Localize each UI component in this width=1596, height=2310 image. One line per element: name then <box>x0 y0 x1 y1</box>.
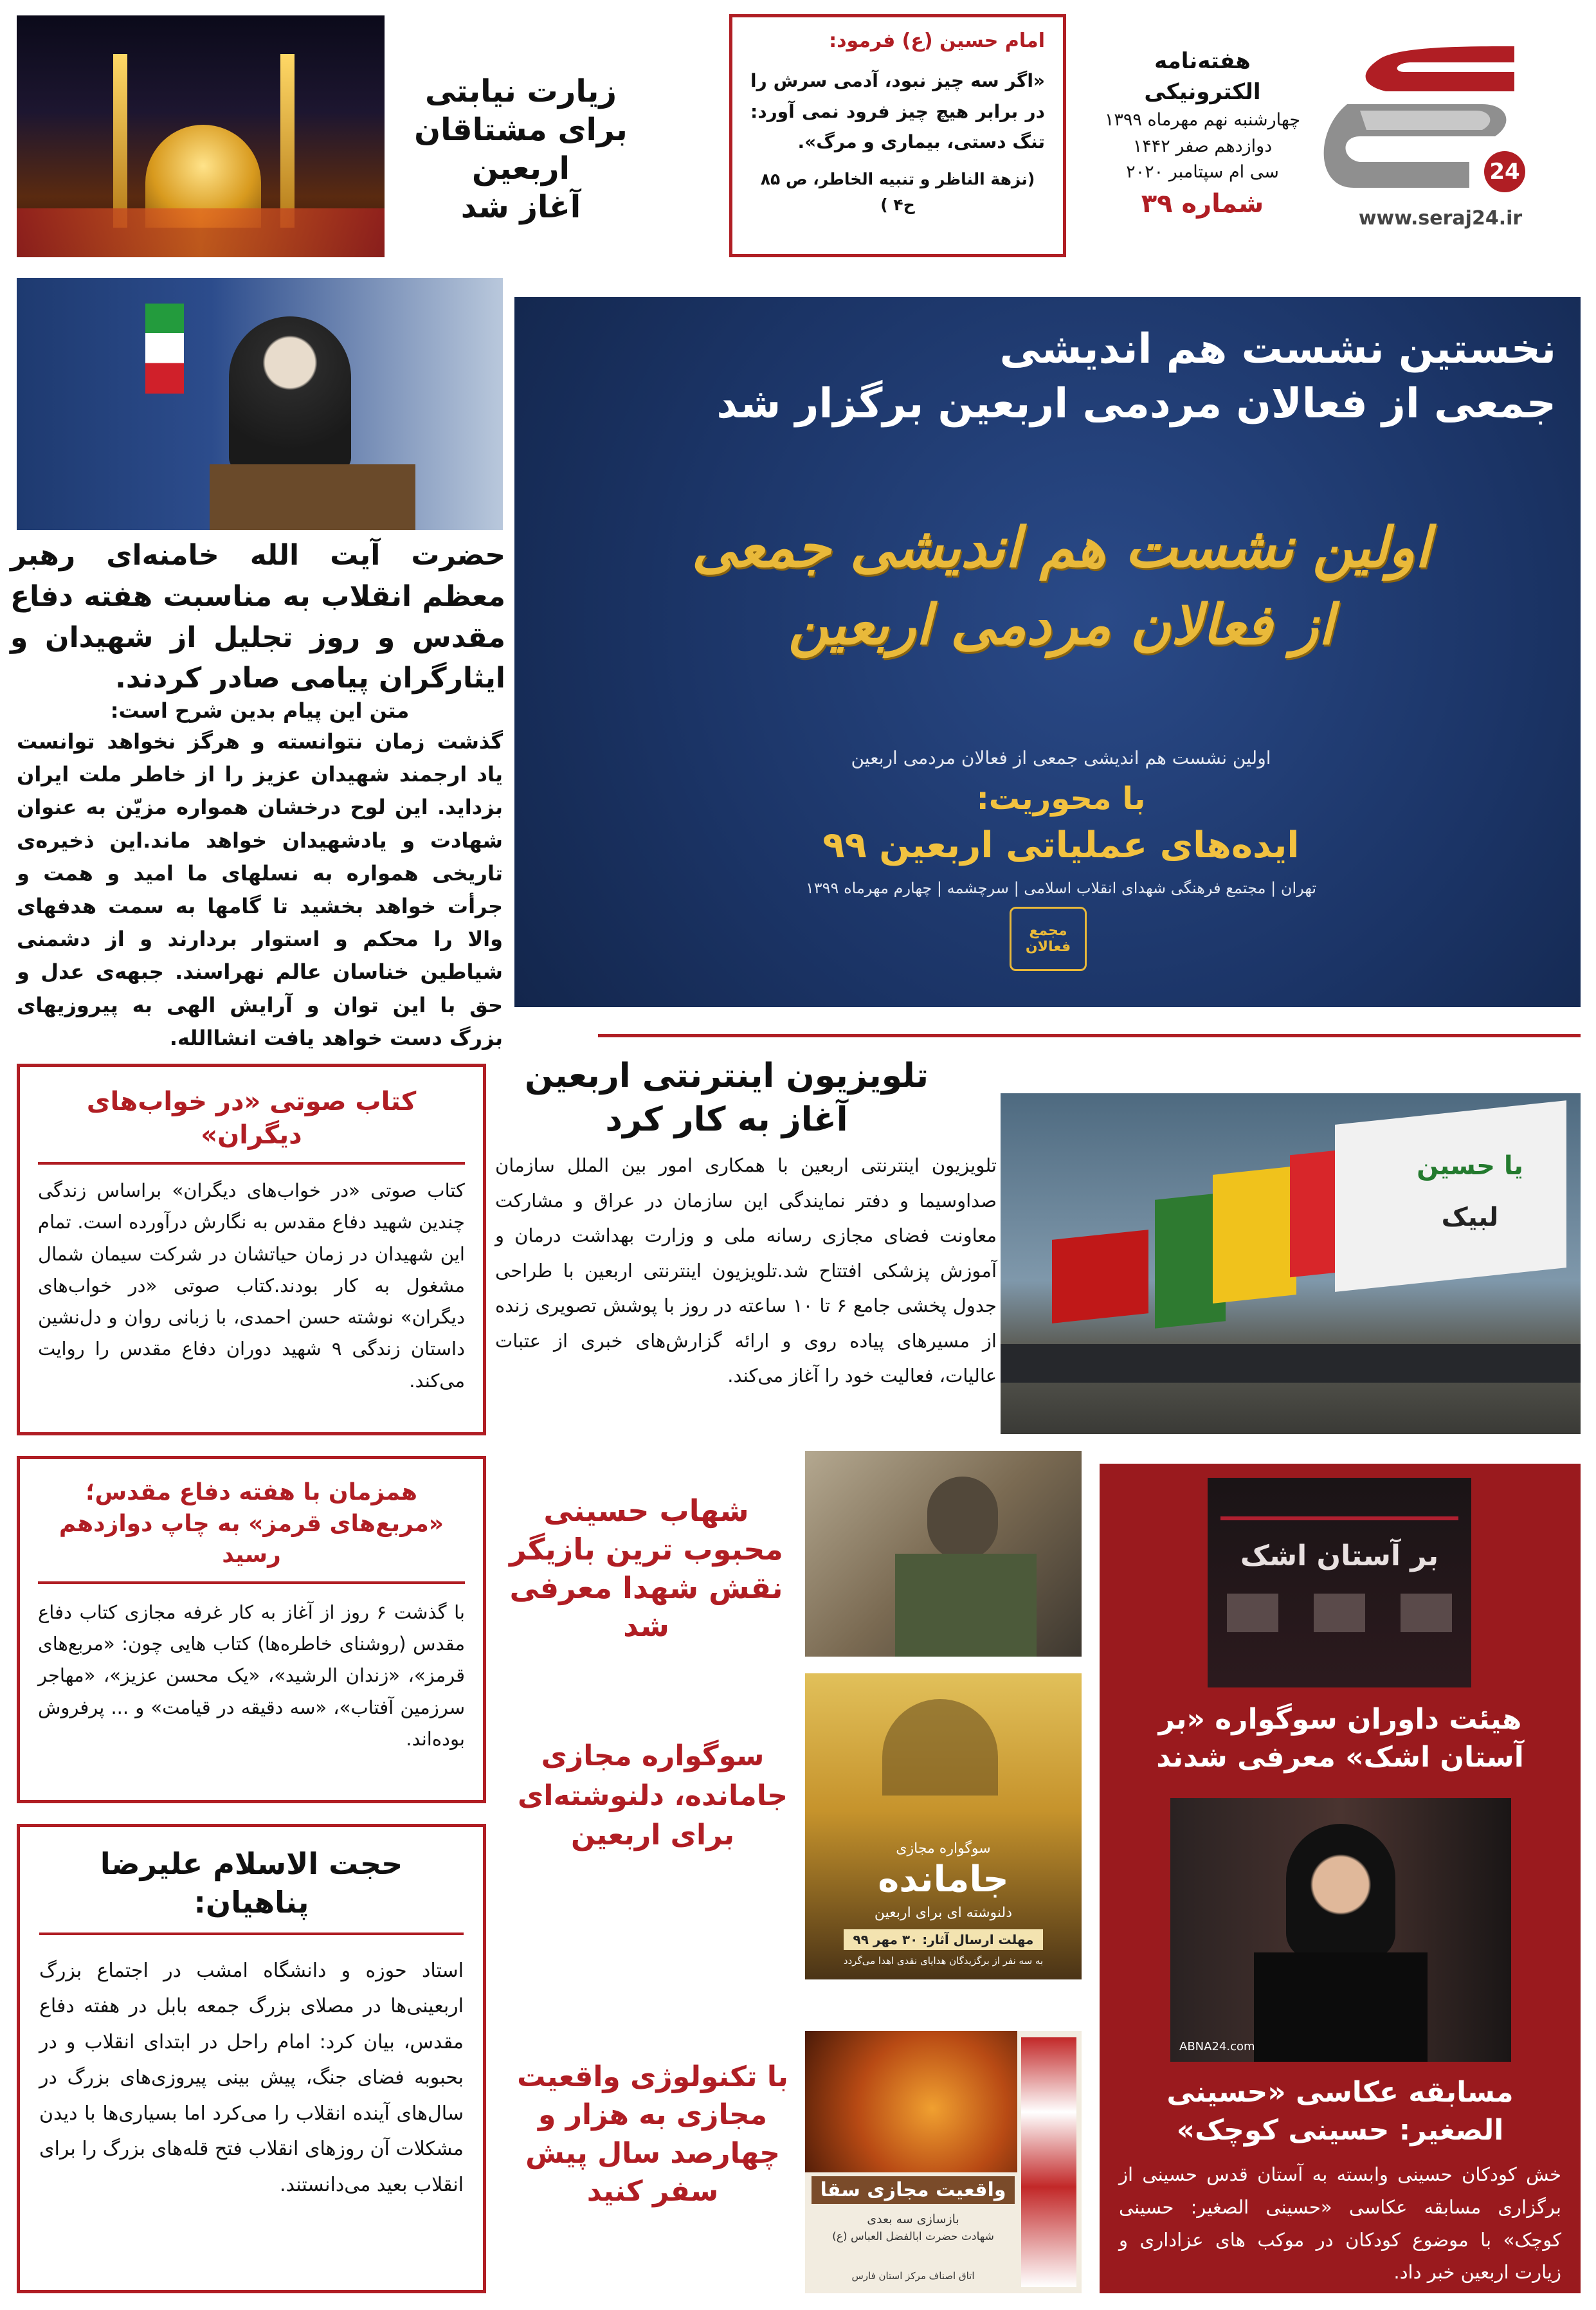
date-solar: چهارشنبه نهم مهرماه ۱۳۹۹ <box>1104 110 1301 131</box>
shahab-headline: شهاب حسینی محبوب ترین بازیگر نقش شهدا معرفی شد <box>509 1493 783 1644</box>
mourning-poster <box>805 1673 1082 1979</box>
date-lunar: دوازدهم صفر ۱۴۴۲ <box>1132 136 1273 156</box>
quote-text: «اگر سه چیز نبود، آدمی سرش را در برابر هیچ چیز فرود نمی آورد: تنگ دستی، بیماری و مرگ». <box>750 70 1045 153</box>
poster-venue: تهران | مجتمع فرهنگی شهدای انقلاب اسلامی | سرچشمه | چهارم مهرماه ۱۳۹۹ <box>805 879 1317 897</box>
tv-title-line: آغاز به کار کرد <box>605 1100 848 1139</box>
poster-theme-label: با محوریت: <box>976 781 1146 817</box>
main-headline-line-1: نخستین نشست هم اندیشی <box>999 325 1556 373</box>
audiobook-title: کتاب صوتی «در خواب‌های دیگران» <box>86 1087 417 1150</box>
poster-logo <box>1010 907 1087 971</box>
quote-source: (نزهة الناظر و تنبیه الخاطر، ص ۸۵ ح۴ ) <box>760 169 1035 214</box>
vr-poster-line-1: بازسازی سه بعدی <box>867 2212 959 2226</box>
right-red-panel <box>1100 1464 1581 2293</box>
vr-poster-line-2: شهادت حضرت ابالفضل العباس (ع) <box>832 2230 994 2243</box>
mourning-poster-sub: دلنوشته ای برای اربعین <box>874 1905 1013 1921</box>
red-square-body: با گذشت ۶ روز از آغاز به کار غرفه مجازی کتاب دفاع مقدس (روشنای خاطره‌ها) کتاب هایی چون: «مربع‌های قرمز»، «زندان الرشید»، «یک محسن عزیز»، «مهاجر سرزمین آفتاب»، «سه دقیقه در قیامت» و ... پرفروش بوده‌اند. <box>38 1601 465 1750</box>
masthead-info <box>1093 46 1312 239</box>
red-square-title-1: همزمان با هفته دفاع مقدس؛ <box>86 1479 417 1505</box>
jury-headline: هیئت داوران سوگواره «بر آستان اشک» معرفی شدند <box>1156 1703 1524 1774</box>
pilgrimage-title-line: آغاز شد <box>460 189 581 225</box>
poster-logo-text: مجمع فعالان <box>1025 923 1071 955</box>
newsletter-type: هفته‌نامه الکترونیکی <box>1144 48 1261 105</box>
leader-intro: متن این پیام بدین شرح است: <box>110 698 410 723</box>
pilgrimage-headline <box>386 72 656 226</box>
audiobook-body: کتاب صوتی «در خواب‌های دیگران» براساس زندگی چندین شهید دفاع مقدس به نگارش درآورده است. تمام این شهیدان در زمان حیاتشان در شرکت سیمان شمال مشغول به کار بودند.کتاب صوتی «در خواب‌های دیگران» نوشته حسن احمدی، با زبانی روان و دل‌نشین داستان زندگی ۹ شهید دوران دفاع مقدس را روایت می‌کند. <box>38 1179 465 1392</box>
poster-calligraphy: اولین نشست هم اندیشی جمعی از فعالان مردمی اربعین <box>691 516 1431 658</box>
shahab-photo <box>805 1451 1082 1657</box>
mourning-headline: سوگواره مجازی جامانده، دلنوشته‌ای برای اربعین <box>518 1740 788 1852</box>
issue-number: شماره ۳۹ <box>1141 188 1264 219</box>
mourning-poster-prize: به سه نفر از برگزیدگان هدایای نقدی اهدا می‌گردد <box>843 1955 1044 1967</box>
mourning-poster-title: جامانده <box>878 1859 1009 1900</box>
date-gregorian: سی ام سپتامبر ۲۰۲۰ <box>1126 162 1279 183</box>
shrine-night-photo <box>17 15 385 257</box>
flag-text-1: یا حسین <box>1417 1151 1523 1181</box>
tv-headline <box>489 1055 965 1141</box>
section-divider <box>598 1034 1581 1037</box>
leader-photo <box>17 278 503 530</box>
photo-contest-headline: مسابقه عکاسی «حسینی الصغیر: حسینی کوچک» <box>1166 2076 1514 2147</box>
audiobook-box <box>17 1064 486 1435</box>
leader-headline: حضرت آیت الله خامنه‌ای رهبر معظم انقلاب به مناسبت هفته دفاع مقدس و روز تجلیل از شهیدان و ایثارگران پیامی صادر کردند. <box>10 539 505 695</box>
child-photo <box>1170 1798 1511 2062</box>
panahian-box <box>17 1824 486 2293</box>
photo-contest-body: خش کودکان حسینی وابسته به آستان قدس حسینی از برگزاری مسابقه عکاسی «حسینی الصغیر: حسینی کوچک» با موضوع کودکان در موکب های عزاداری و زیارت اربعین خبر داد. <box>1119 2163 1561 2284</box>
photo-watermark: ABNA24.com <box>1179 2040 1255 2053</box>
jury-poster <box>1208 1478 1471 1687</box>
leader-body: گذشت زمان نتوانسته و هرگز نخواهد توانست یاد ارجمند شهیدان عزیز را از خاطر ملت ایران بزداید. این لوح درخشان همواره مزیّن به عنوان شهادت و یادشهیدان خواهد ماند.این ذخیره‌ی تاریخی همواره به نسلهای ما امید و همت و جرأت خواهد بخشید تا گامها به سمت هدفهای والا را محکم و استوار بردارند و از دشمنی شیاطین خناسان عالم نهراسند. جبهه‌ی عدل و حق با این توان و آرایش الهی به پیروزیهای بزرگ دست خواهد یافت انشاالله. <box>17 729 503 1050</box>
flags-photo <box>1001 1093 1581 1434</box>
vr-headline: با تکنولوژی واقعیت مجازی به هزار و چهارصد سال پیش سفر کنید <box>517 2060 788 2208</box>
quote-title: امام حسین (ع) فرمود: <box>829 30 1045 52</box>
red-square-rule <box>38 1581 465 1584</box>
panahian-title: حجت الاسلام علیرضا پناهیان: <box>100 1846 403 1920</box>
mourning-poster-deadline: مهلت ارسال آثار: ۳۰ مهر ۹۹ <box>844 1929 1043 1950</box>
poster-theme: ایده‌های عملیاتی اربعین ۹۹ <box>822 824 1300 866</box>
poster-subtitle: اولین نشست هم اندیشی جمعی از فعالان مردمی اربعین <box>851 747 1271 768</box>
logo-badge: 24 <box>1489 159 1520 185</box>
website-url: www.seraj24.ir <box>1358 207 1523 230</box>
pilgrimage-title-line: زیارت نیابتی <box>424 73 617 109</box>
vr-poster <box>805 2031 1082 2293</box>
panahian-rule <box>39 1933 464 1935</box>
main-story-poster <box>514 297 1581 1007</box>
vr-poster-title: واقعیت مجازی سقا <box>812 2176 1015 2204</box>
tv-body: تلویزیون اینترنتی اربعین با همکاری امور بین الملل سازمان صداوسیما و دفتر نمایندگی این سازمان در عراق و مشارکت معاونت فضای مجازی رسانه ملی و وزارت بهداشت درمان و آموزش پزشکی افتتاح شد.تلویزیون اینترنتی اربعین با طراحی جدول پخشی جامع ۶ تا ۱۰ ساعته در روز با پوشش تصویری زنده از مسیرهای پیاده روی و ارائه گزارش‌های خبری از عتبات عالیات، فعالیت خود را آغاز می‌کند. <box>495 1154 997 1387</box>
red-square-box <box>17 1456 486 1803</box>
tv-title-line: تلویزیون اینترنتی اربعین <box>524 1057 929 1095</box>
vr-poster-footer: اتاق اصناف مرکز استان فارس <box>851 2270 975 2282</box>
audiobook-rule <box>38 1162 465 1165</box>
pilgrimage-title-line: برای مشتاقان اربعین <box>414 112 628 186</box>
quote-box <box>729 14 1066 257</box>
main-headline-line-2: جمعی از فعالان مردمی اربعین برگزار شد <box>716 380 1556 428</box>
masthead-logo <box>1321 33 1534 233</box>
jury-poster-title: بر آستان اشک <box>1240 1540 1439 1572</box>
mourning-poster-small: سوگواره مجازی <box>896 1841 991 1857</box>
red-square-title-2: «مربع‌های قرمز» به چاپ دوازدهم رسید <box>59 1510 444 1569</box>
flag-text-2: لبیک <box>1441 1203 1499 1232</box>
panahian-body: استاد حوزه و دانشگاه امشب در اجتماع بزرگ اربعینی‌ها در مصلای بزرگ جمعه بابل در هفته دفاع مقدس، بیان کرد: امام راحل در ابتدای انقلاب و در بحبوبه فضای جنگ، پیش بینی پیروزی‌های بزرگ در سال‌های آینده انقلاب را می‌کرد اما بسیاری‌ها با دیدن مشکلات آن روزهای انقلاب فتح قله‌های بزرگ را برای انقلاب بعید می‌دانستند. <box>39 1959 464 2196</box>
